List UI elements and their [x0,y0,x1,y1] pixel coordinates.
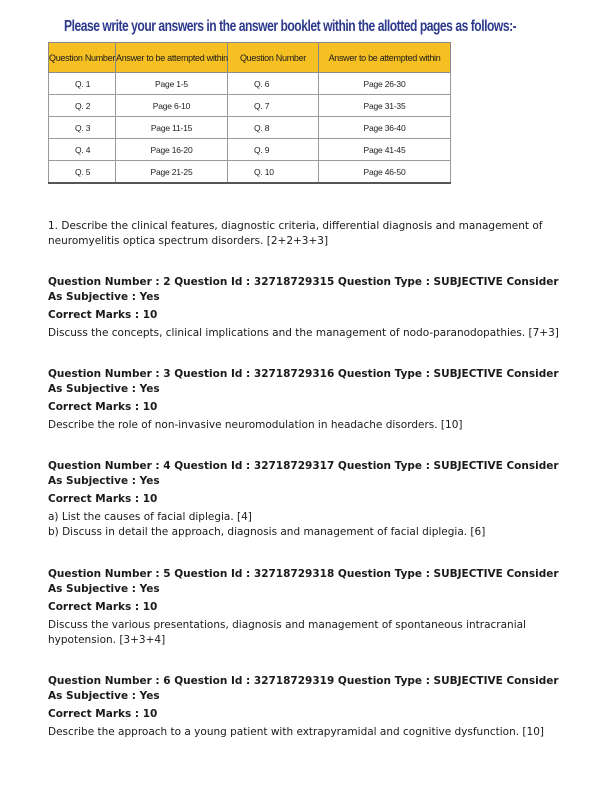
correct-marks: Correct Marks : 10 [48,708,158,720]
question-header: Question Number : 2 Question Id : 32718729315 Question Type : SUBJECTIVE Consider As Subjective : Yes [48,276,559,303]
question-header: Question Number : 6 Question Id : 32718729319 Question Type : SUBJECTIVE Consider As Subjective : Yes [48,675,559,702]
table-cell: Page 26-30 [319,73,451,95]
question-text: Discuss the various presentations, diagnosis and management of spontaneous intracranial hypotension. [3+3+4] [48,619,526,646]
question-text: Describe the approach to a young patient with extrapyramidal and cognitive dysfunction. [10] [48,726,544,738]
question-text: a) List the causes of facial diplegia. [4] [48,511,252,523]
table-header-cell: Answer to be attempted within [116,43,228,73]
question-text: b) Discuss in detail the approach, diagnosis and management of facial diplegia. [6] [48,526,486,538]
question-4-block [48,459,568,540]
table-cell: Q. 7 [228,95,319,117]
table-cell: Q. 4 [49,139,116,161]
table-header-row [49,43,451,73]
table-header-cell: Question Number [49,43,116,73]
instruction-title: Please write your answers in the answer booklet within the allotted pages as follows:- [64,18,517,35]
table-cell: Page 36-40 [319,117,451,139]
table-cell: Q. 10 [228,161,319,184]
correct-marks: Correct Marks : 10 [48,401,158,413]
question-6-block [48,674,568,740]
table-cell: Page 11-15 [116,117,228,139]
table-cell: Page 16-20 [116,139,228,161]
question-header: Question Number : 4 Question Id : 32718729317 Question Type : SUBJECTIVE Consider As Subjective : Yes [48,460,559,487]
table-header-cell: Answer to be attempted within [319,43,451,73]
table-cell: Page 31-35 [319,95,451,117]
table-cell: Q. 6 [228,73,319,95]
table-cell: Q. 2 [49,95,116,117]
table-cell: Q. 1 [49,73,116,95]
table-cell: Q. 8 [228,117,319,139]
table-row [49,95,451,117]
table-cell: Q. 3 [49,117,116,139]
table-cell: Page 6-10 [116,95,228,117]
question-2-block [48,275,568,341]
correct-marks: Correct Marks : 10 [48,601,158,613]
table-row [49,161,451,184]
question-3-block [48,367,568,433]
table-header-cell: Question Number [228,43,319,73]
table-row [49,117,451,139]
table-cell: Page 21-25 [116,161,228,184]
question-text: Discuss the concepts, clinical implications and the management of nodo-paranodopathies. [7+3] [48,327,559,339]
page-allocation-table [48,42,451,184]
table-cell: Page 46-50 [319,161,451,184]
table-cell: Page 1-5 [116,73,228,95]
table-cell: Q. 9 [228,139,319,161]
question-5-block [48,567,568,648]
table-cell: Q. 5 [49,161,116,184]
question-text: 1. Describe the clinical features, diagnostic criteria, differential diagnosis and management of neuromyelitis optica spectrum disorders. [2+2+3+3] [48,220,543,247]
correct-marks: Correct Marks : 10 [48,493,158,505]
table-row [49,139,451,161]
question-text: Describe the role of non-invasive neuromodulation in headache disorders. [10] [48,419,463,431]
correct-marks: Correct Marks : 10 [48,309,158,321]
question-header: Question Number : 5 Question Id : 32718729318 Question Type : SUBJECTIVE Consider As Subjective : Yes [48,568,559,595]
question-header: Question Number : 3 Question Id : 32718729316 Question Type : SUBJECTIVE Consider As Subjective : Yes [48,368,559,395]
question-1-block [48,219,568,249]
table-cell: Page 41-45 [319,139,451,161]
table-row [49,73,451,95]
